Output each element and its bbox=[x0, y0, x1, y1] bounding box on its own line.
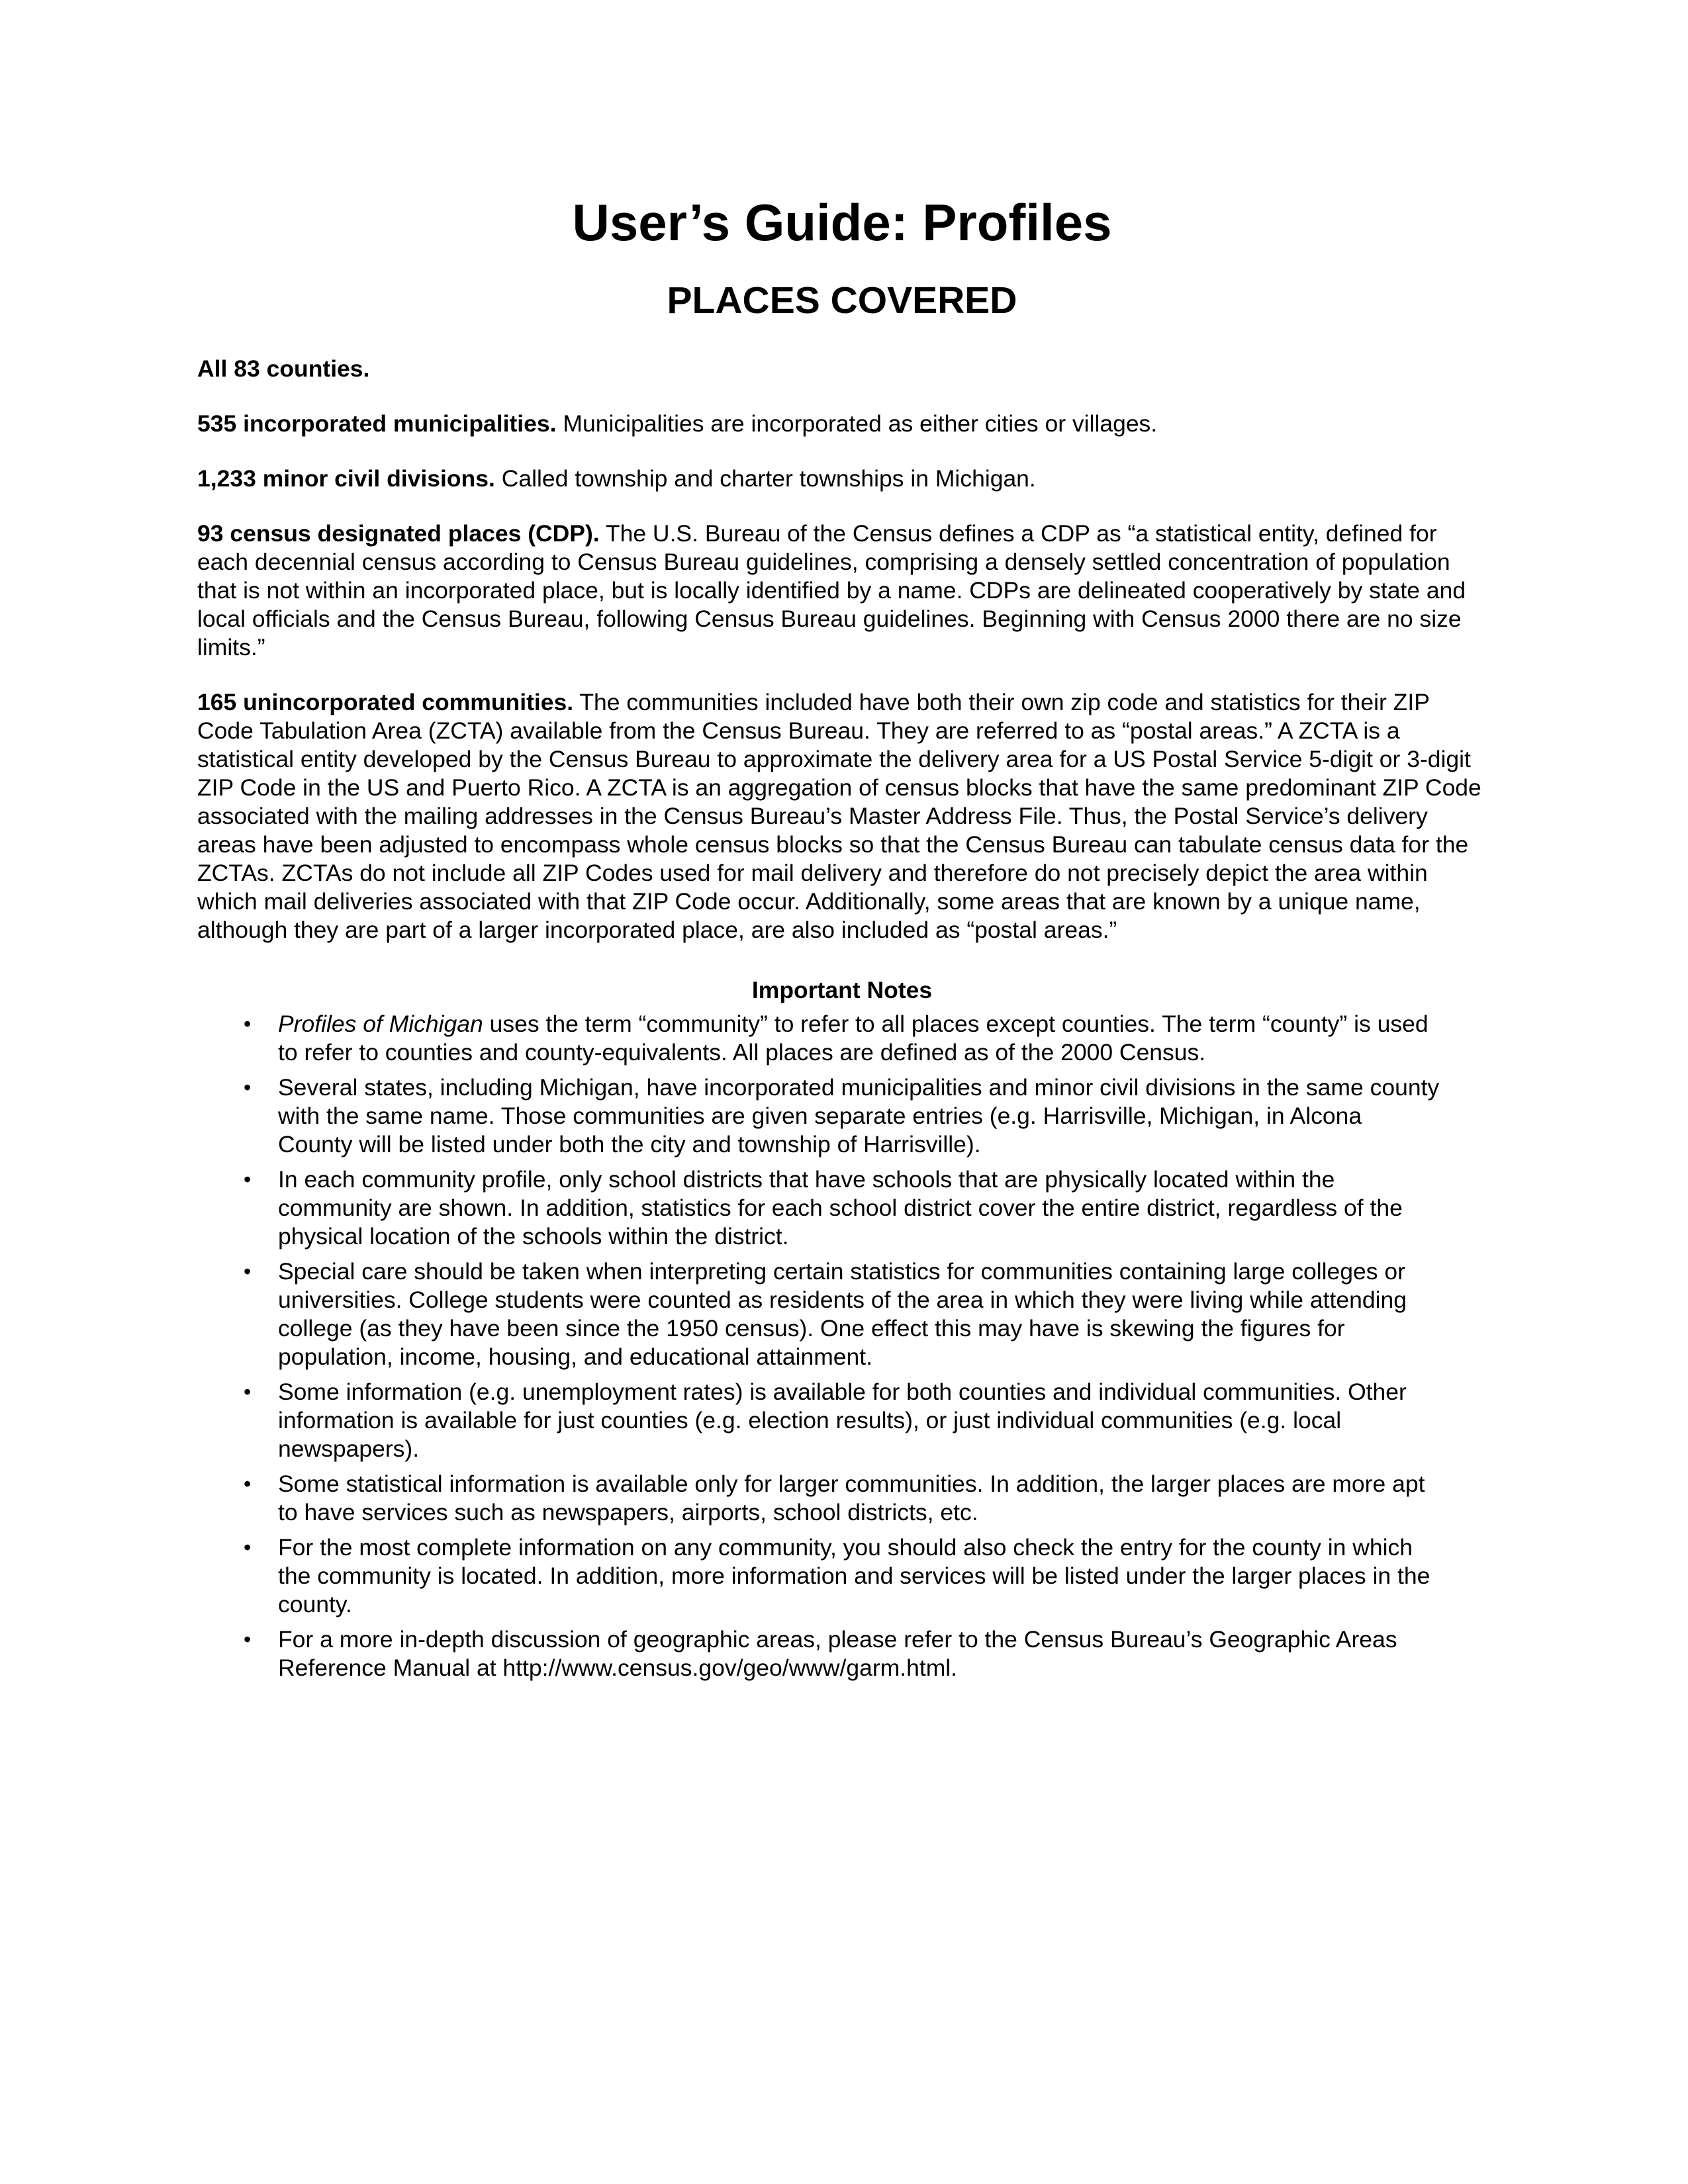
bullet-icon: • bbox=[244, 1535, 252, 1559]
notes-heading: Important Notes bbox=[751, 976, 933, 1003]
bullet-icon: • bbox=[244, 1379, 252, 1404]
paragraph-lead: 93 census designated places (CDP). bbox=[197, 520, 600, 547]
bullet-icon: • bbox=[244, 1471, 252, 1496]
note-item bbox=[197, 1257, 1487, 1371]
bullet-icon: • bbox=[244, 1627, 252, 1651]
note-item bbox=[197, 1378, 1487, 1463]
bullet-icon: • bbox=[244, 1075, 252, 1099]
note-item bbox=[197, 1073, 1487, 1159]
paragraph-body: The communities included have both their own zip code and statistics for their ZIP Code Tabulation Area (ZCTA) available from the Census Bureau. They are referred to as “postal areas.” A ZCTA is a statistical entity developed by the Census Bureau to approximate the delivery area for a US Postal Service 5-digit or 3-digit ZIP Code in the US and Puerto Rico. A ZCTA is an aggregation of census blocks that have the same predominant ZIP Code associated with the mailing addresses in the Census Bureau’s Master Address File. Thus, the Postal Service’s delivery areas have been adjusted to encompass whole census blocks so that the Census Bureau can tabulate census data for the ZCTAs. ZCTAs do not include all ZIP Codes used for mail delivery and therefore do not precisely depict the area within which mail deliveries associated with that ZIP Code occur. Additionally, some areas that are known by a unique name, although they are part of a larger incorporated place, are also included as “postal areas.” bbox=[197, 688, 1481, 943]
paragraph-body: Called township and charter townships in Michigan. bbox=[494, 465, 1036, 492]
page-title: User’s Guide: Profiles bbox=[572, 193, 1112, 251]
note-text: In each community profile, only school districts that have schools that are physically located within the community are shown. In addition, statistics for each school district cover the entire district, regardless of the physical location of the schools within the district. bbox=[278, 1165, 1403, 1250]
bullet-icon: • bbox=[244, 1011, 252, 1036]
note-text: Several states, including Michigan, have incorporated municipalities and minor civil divisions in the same county with the same name. Those communities are given separate entries (e.g. Harrisville, Michigan, in Alcona County will be listed under both the city and township of Harrisville). bbox=[278, 1073, 1440, 1158]
paragraph-municipalities bbox=[197, 410, 1487, 438]
paragraph-body: Municipalities are incorporated as either cities or villages. bbox=[556, 410, 1158, 437]
note-text: Some statistical information is available only for larger communities. In addition, the larger places are more apt to have services such as newspapers, airports, school districts, etc. bbox=[278, 1470, 1425, 1525]
page-content bbox=[197, 192, 1487, 1689]
note-text: For a more in-depth discussion of geographic areas, please refer to the Census Bureau’s Geographic Areas Reference Manual at http://www.census.gov/geo/www/garm.html. bbox=[278, 1625, 1397, 1681]
note-italic: Profiles of Michigan bbox=[278, 1010, 483, 1037]
note-item bbox=[197, 1533, 1487, 1619]
note-text: uses the term “community” to refer to all places except counties. The term “county” is used to refer to counties and county-equivalents. All places are defined as of the 2000 Census. bbox=[278, 1010, 1429, 1066]
bullet-icon: • bbox=[244, 1259, 252, 1283]
paragraph-lead: 535 incorporated municipalities. bbox=[197, 410, 557, 437]
section-heading: PLACES COVERED bbox=[667, 279, 1017, 322]
bullet-icon: • bbox=[244, 1167, 252, 1191]
note-item bbox=[197, 1165, 1487, 1251]
paragraph-unincorporated bbox=[197, 688, 1487, 944]
paragraph-lead: 165 unincorporated communities. bbox=[197, 688, 574, 715]
paragraph-counties bbox=[197, 355, 1487, 383]
note-text: For the most complete information on any community, you should also check the entry for the county in which the community is located. In addition, more information and services will be listed under the larger places in the county. bbox=[278, 1533, 1430, 1617]
note-item bbox=[197, 1010, 1487, 1067]
paragraph-minor-civil-divisions bbox=[197, 465, 1487, 493]
paragraph-body: The U.S. Bureau of the Census defines a CDP as “a statistical entity, defined for each decennial census according to Census Bureau guidelines, comprising a densely settled concentration of population that is not within an incorporated place, but is locally identified by a name. CDPs are delineated cooperatively by state and local officials and the Census Bureau, following Census Bureau guidelines. Beginning with Census 2000 there are no size limits.” bbox=[197, 520, 1466, 660]
note-item bbox=[197, 1470, 1487, 1527]
note-text: Special care should be taken when interpreting certain statistics for communities containing large colleges or universities. College students were counted as residents of the area in which they were living while attending college (as they have been since the 1950 census). One effect this may have is skewing the figures for population, income, housing, and educational attainment. bbox=[278, 1257, 1407, 1370]
paragraph-cdp bbox=[197, 520, 1487, 662]
note-text: Some information (e.g. unemployment rates) is available for both counties and individual communities. Other information is available for just counties (e.g. election results), or just individual communities (e.g. local newspapers). bbox=[278, 1378, 1407, 1462]
notes-list bbox=[197, 1010, 1487, 1682]
note-item bbox=[197, 1625, 1487, 1682]
paragraph-lead: All 83 counties. bbox=[197, 355, 370, 382]
paragraph-lead: 1,233 minor civil divisions. bbox=[197, 465, 495, 492]
